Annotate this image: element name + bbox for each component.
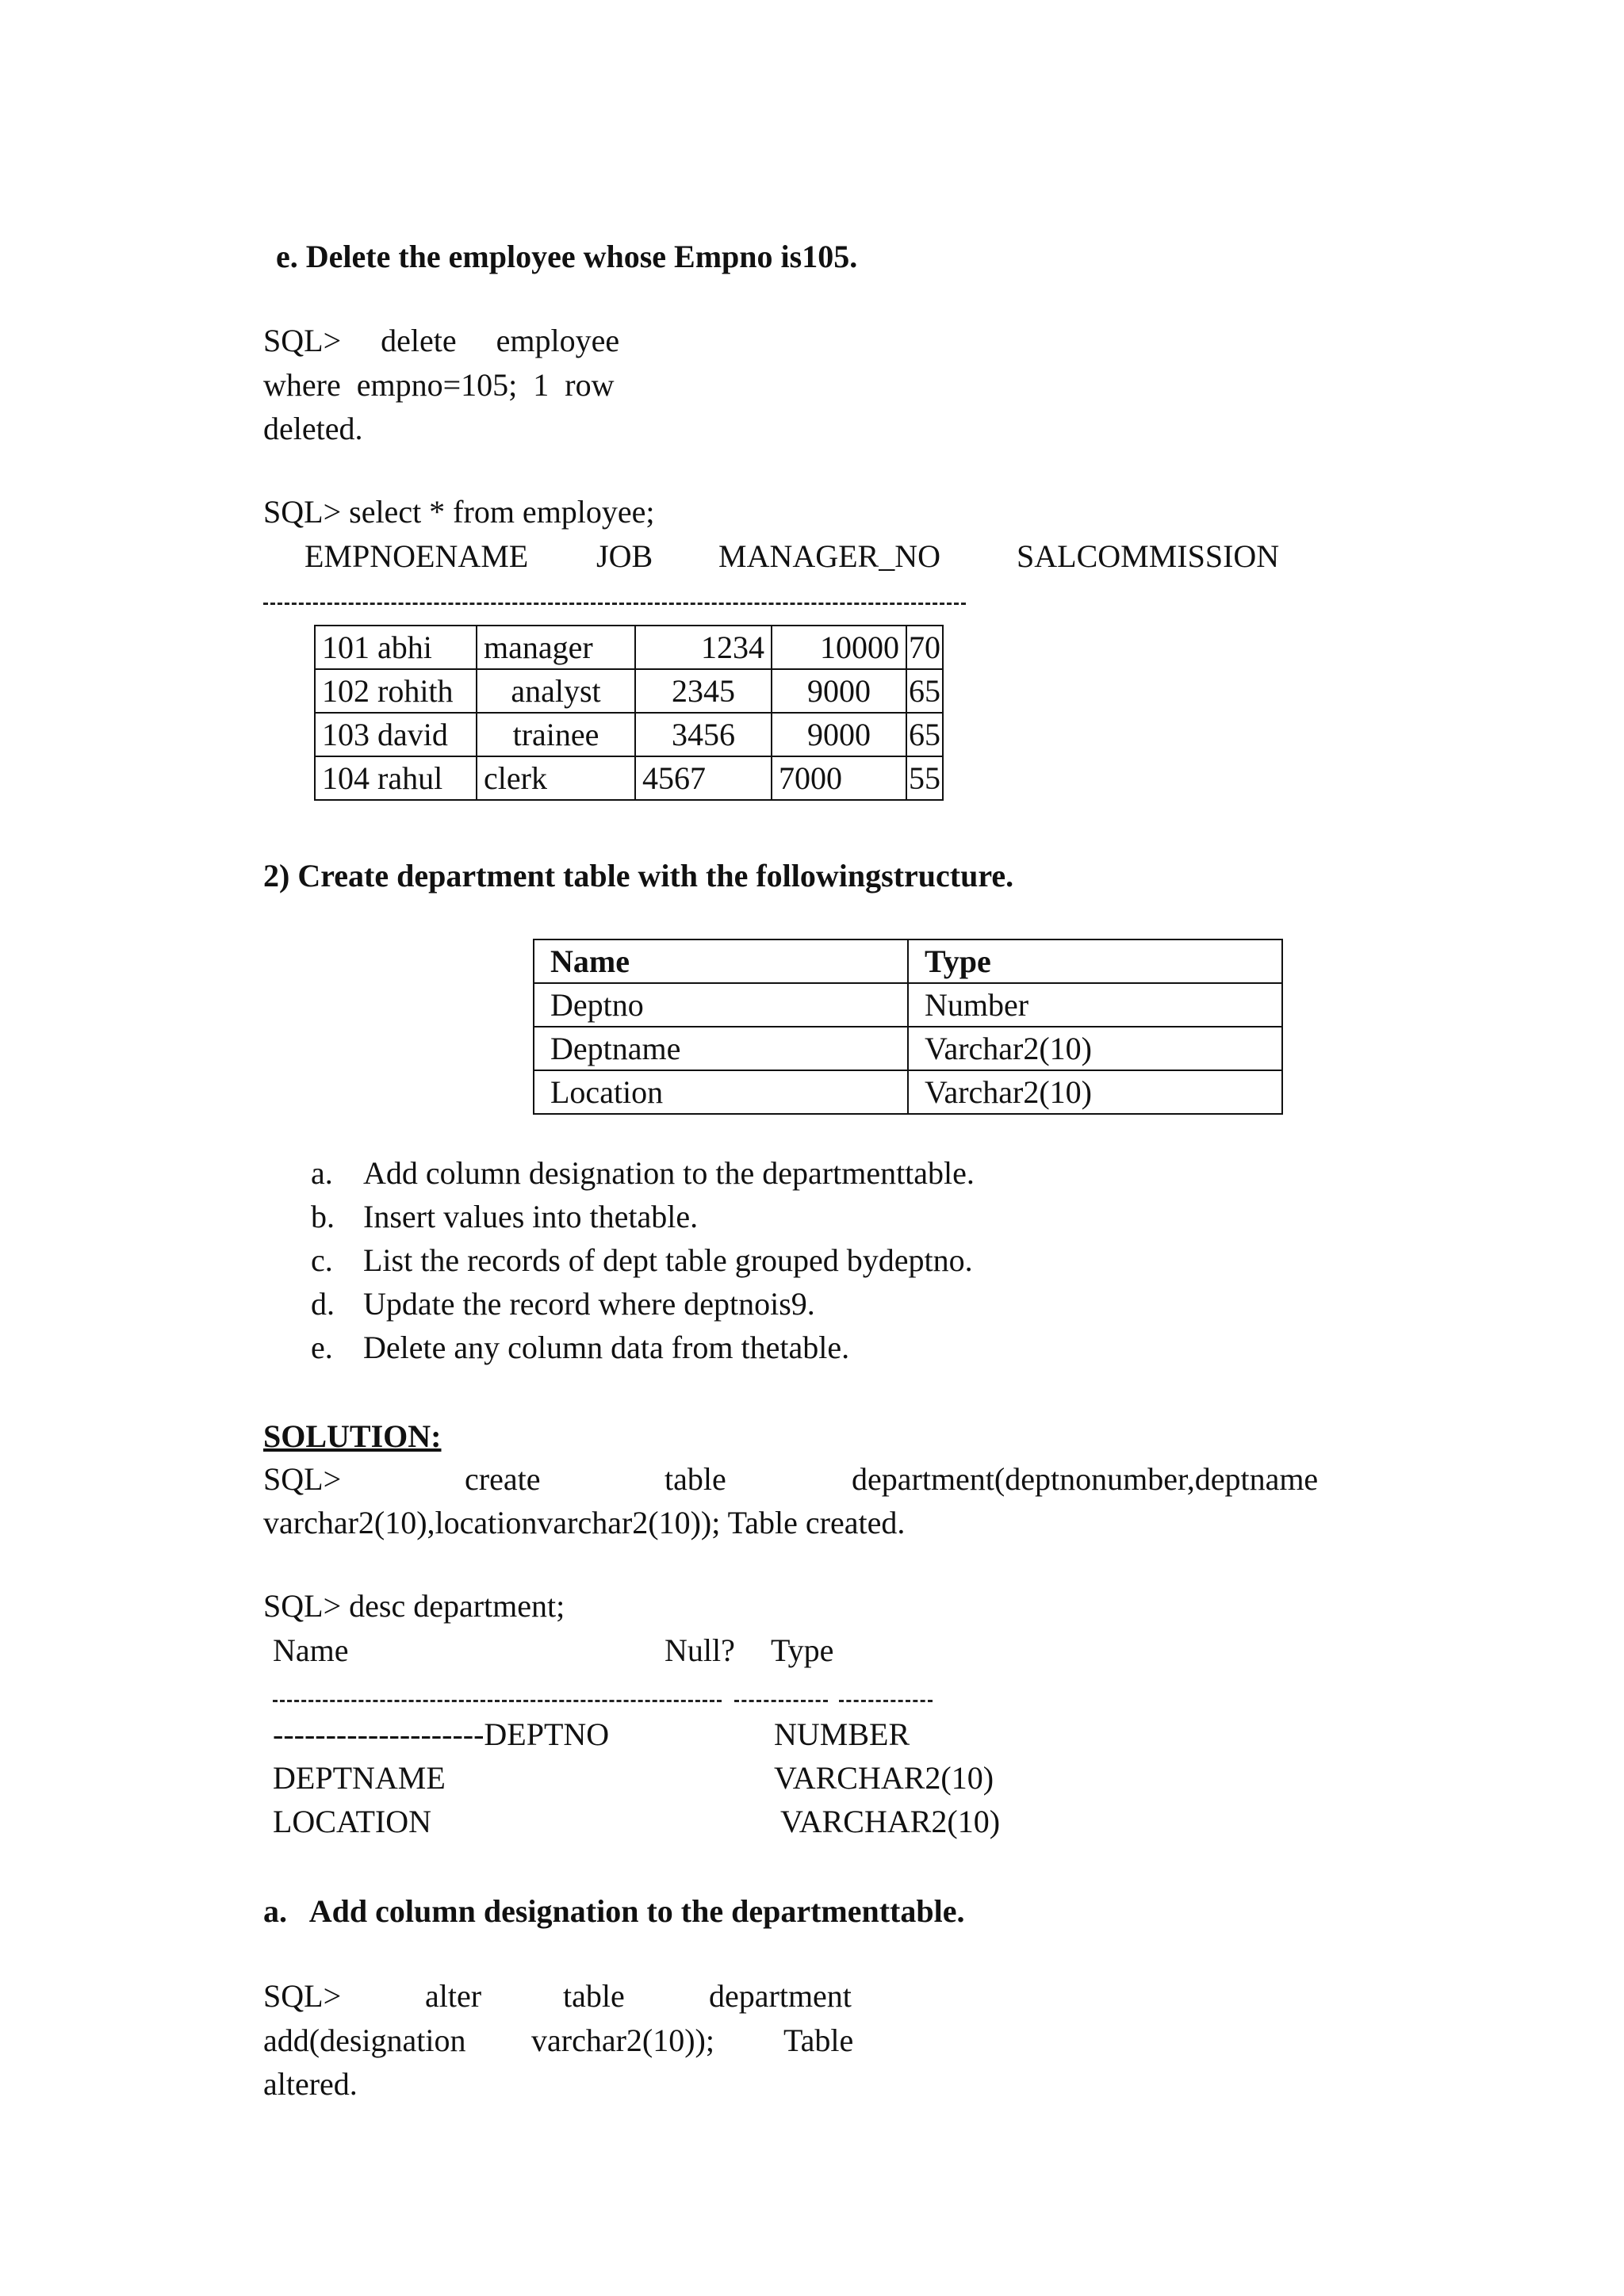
table-cell: Deptno [534,983,908,1027]
desc-header-name: Name [273,1632,349,1668]
table-cell: 9000 [772,713,906,756]
desc-row-type: VARCHAR2(10) [774,1760,994,1796]
delete-sql-line-2: where empno=105; 1 row [263,367,615,403]
list-item-text: Insert values into thetable. [363,1199,699,1234]
list-item-text: Add column designation to the departmenttable. [363,1155,975,1191]
table-row [315,713,943,756]
list-item [311,1326,975,1369]
create-sql-word: create [465,1461,541,1497]
col-header-salcommission: SALCOMMISSION [1017,538,1280,574]
desc-header-null: Null? [665,1632,735,1668]
table-row [534,1070,1282,1114]
create-sql-word: department(deptnonumber,deptname [852,1461,1319,1497]
table-row [534,939,1282,983]
solution-heading: SOLUTION: [263,1418,442,1454]
col-header-job: JOB [596,538,653,574]
table-cell: 102 rohith [315,669,477,713]
dashed-separator [734,1700,828,1702]
alter-sql-word: add(designation [263,2022,466,2058]
select-sql-line: SQL> select * from employee; [263,494,655,530]
table-cell: Varchar2(10) [908,1070,1282,1114]
section-e-heading: e. Delete the employee whose Empno is105. [276,239,858,274]
desc-row-type: NUMBER [774,1716,910,1752]
table-header-cell: Type [908,939,1282,983]
list-marker: e. [311,1330,333,1365]
table-header-cell: Name [534,939,908,983]
list-item [311,1238,975,1282]
table-cell: 3456 [635,713,772,756]
create-sql-word: table [665,1461,726,1497]
col-header-manager-no: MANAGER_NO [718,538,940,574]
alter-sql-word: Table [783,2022,854,2058]
list-marker: d. [311,1286,335,1322]
employee-table [314,625,944,801]
table-cell: 2345 [635,669,772,713]
table-cell: 7000 [772,756,906,800]
table-cell: 55 [906,756,943,800]
table-cell: 65 [906,713,943,756]
task-list [311,1151,975,1369]
table-cell: Deptname [534,1027,908,1070]
table-cell: 10000 [772,626,906,669]
alter-sql-word: SQL> [263,1978,342,2014]
delete-sql-line-3: deleted. [263,411,363,446]
list-item-text: List the records of dept table grouped bydeptno. [363,1242,973,1278]
section-a-heading: a. Add column designation to the departmenttable. [263,1893,965,1929]
table-cell: 65 [906,669,943,713]
table-cell: manager [477,626,635,669]
table-cell: analyst [477,669,635,713]
table-cell: Number [908,983,1282,1027]
list-item [311,1151,975,1195]
table-row [315,669,943,713]
dashed-separator [273,1700,722,1702]
table-cell: trainee [477,713,635,756]
alter-sql-word: varchar2(10)); [531,2022,714,2058]
col-header-empnoename: EMPNOENAME [304,538,529,574]
list-item-text: Delete any column data from thetable. [363,1330,850,1365]
table-cell: 103 david [315,713,477,756]
dashed-separator [839,1700,933,1702]
department-structure-table [533,939,1283,1115]
table-row [315,756,943,800]
alter-sql-word: department [709,1978,852,2014]
table-cell: 9000 [772,669,906,713]
delete-sql-line-1: SQL> delete employee [263,323,620,358]
desc-row-name: DEPTNAME [273,1760,446,1796]
list-marker: b. [311,1199,335,1234]
section-2-heading: 2) Create department table with the followingstructure. [263,858,1014,894]
list-marker: a. [311,1155,333,1191]
alter-sql-word: alter [425,1978,482,2014]
list-marker: c. [311,1242,333,1278]
table-cell: clerk [477,756,635,800]
table-cell: 70 [906,626,943,669]
desc-row-type: VARCHAR2(10) [780,1804,1001,1839]
desc-header-type: Type [771,1632,834,1668]
dashed-separator [263,603,966,605]
list-item [311,1282,975,1326]
list-item [311,1195,975,1238]
alter-sql-word: table [563,1978,625,2014]
desc-sql-line: SQL> desc department; [263,1588,565,1624]
list-item-text: Update the record where deptnois9. [363,1286,815,1322]
table-row [534,1027,1282,1070]
desc-row-name: LOCATION [273,1804,431,1839]
table-cell: 1234 [635,626,772,669]
table-cell: 104 rahul [315,756,477,800]
table-row [315,626,943,669]
table-cell: Location [534,1070,908,1114]
create-sql-line-2: varchar2(10),locationvarchar2(10)); Table created. [263,1505,906,1540]
table-cell: 101 abhi [315,626,477,669]
alter-sql-line-3: altered. [263,2066,358,2102]
table-row [534,983,1282,1027]
table-cell: Varchar2(10) [908,1027,1282,1070]
table-cell: 4567 [635,756,772,800]
desc-row-name: --------------------DEPTNO [273,1716,610,1752]
create-sql-word: SQL> [263,1461,342,1497]
